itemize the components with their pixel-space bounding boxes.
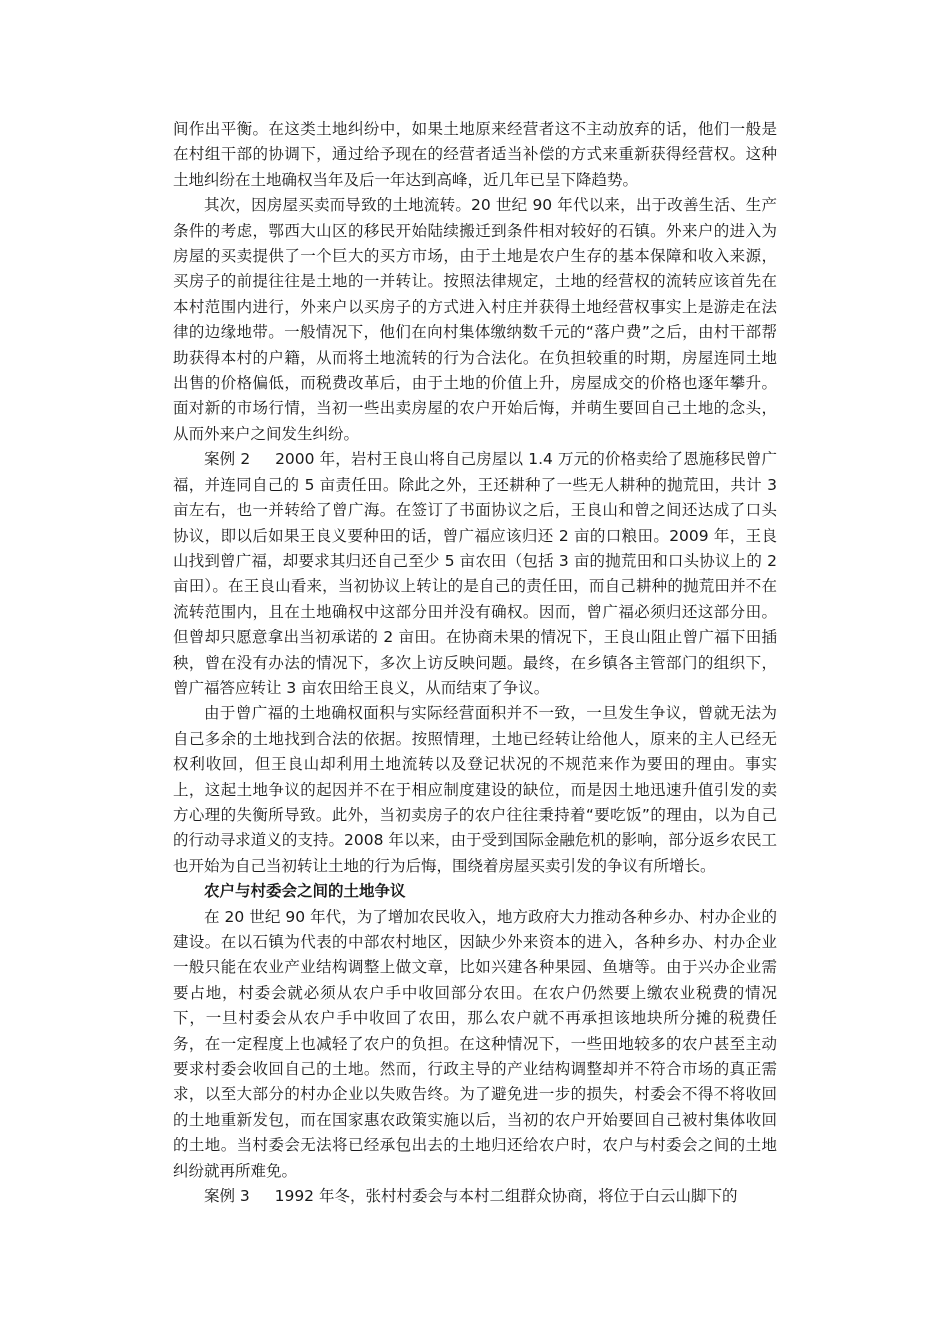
document-body	[173, 117, 777, 1209]
case-2-label: 案例 2	[204, 450, 251, 469]
paragraph-house-sales: 其次，因房屋买卖而导致的土地流转。20 世纪 90 年代以来，出于改善生活、生产条件的考虑，鄂西大山区的移民开始陆续搬迁到条件相对较好的石镇。外来户的进入为房屋的买卖提供了一个巨大的买方市场，由于土地是农户生存的基本保障和收入来源，买房子的前提往往是土地的一并转让。按照法律规定，土地的经营权的流转应该首先在本村范围内进行，外来户以买房子的方式进入村庄并获得土地经营权事实上是游走在法律的边缘地带。一般情况下，他们在向村集体缴纳数千元的“落户费”之后，由村干部帮助获得本村的户籍，从而将土地流转的行为合法化。在负担较重的时期，房屋连同土地出售的价格偏低，而税费改革后，由于土地的价值上升，房屋成交的价格也逐年攀升。面对新的市场行情，当初一些出卖房屋的农户开始后悔，并萌生要回自己土地的念头，从而外来户之间发生纠纷。	[173, 196, 777, 443]
case-3-text: 1992 年冬，张村村委会与本村二组群众协商，将位于白云山脚下的	[274, 1187, 738, 1206]
paragraph-continued: 间作出平衡。在这类土地纠纷中，如果土地原来经营者这不主动放弃的话，他们一般是在村组干部的协调下，通过给予现在的经营者适当补偿的方式来重新获得经营权。这种土地纠纷在土地确权当年及后一年达到高峰，近几年已呈下降趋势。	[173, 120, 777, 189]
case-3-paragraph	[173, 1184, 777, 1209]
paragraph-analysis: 由于曾广福的土地确权面积与实际经营面积并不一致，一旦发生争议，曾就无法为自己多余的土地找到合法的依据。按照情理，土地已经转让给他人，原来的主人已经无权利收回，但王良山却利用土地流转以及登记状况的不规范来作为要田的理由。事实上，这起土地争议的起因并不在于相应制度建设的缺位，而是因土地迅速升值引发的卖方心理的失衡所导致。此外，当初卖房子的农户往往秉持着“要吃饭”的理由，以为自己的行动寻求道义的支持。2008 年以来，由于受到国际金融危机的影响，部分返乡农民工也开始为自己当初转让土地的行为后悔，围绕着房屋买卖引发的争议有所增长。	[173, 704, 777, 875]
case-2-paragraph	[173, 447, 777, 701]
paragraph-village-committee: 在 20 世纪 90 年代，为了增加农民收入，地方政府大力推动各种乡办、村办企业的建设。在以石镇为代表的中部农村地区，因缺少外来资本的进入，各种乡办、村办企业一般只能在农业产业结构调整上做文章，比如兴建各种果园、鱼塘等。由于兴办企业需要占地，村委会就必须从农户手中收回部分农田。在农户仍然要上缴农业税费的情况下，一旦村委会从农户手中收回了农田，那么农户就不再承担该地块所分摊的税费任务，在一定程度上也减轻了农户的负担。在这种情况下，一些田地较多的农户甚至主动要求村委会收回自己的土地。然而，行政主导的产业结构调整却并不符合市场的真正需求，以至大部分的村办企业以失败告终。为了避免进一步的损失，村委会不得不将收回的土地重新发包，而在国家惠农政策实施以后，当初的农户开始要回自己被村集体收回的土地。当村委会无法将已经承包出去的土地归还给农户时，农户与村委会之间的土地纠纷就再所难免。	[173, 907, 777, 1180]
section-heading: 农户与村委会之间的土地争议	[204, 882, 406, 901]
case-3-label: 案例 3	[204, 1187, 250, 1206]
case-2-text: 2000 年，岩村王良山将自己房屋以 1.4 万元的价格卖给了恩施移民曾广福，并连同自己的 5 亩责任田。除此之外，王还耕种了一些无人耕种的抛荒田，共计 3 亩左右，也一并转给了曾广海。在签订了书面协议之后，王良山和曾之间还达成了口头协议，即以后如果王良义要种田的话，曾广福应该归还 2 亩的口粮田。2009 年，王良山找到曾广福，却要求其归还自己至少 5 亩农田（包括 3 亩的抛荒田和口头协议上的 2 亩田）。在王良山看来，当初协议上转让的是自己的责任田，而自己耕种的抛荒田并不在流转范围内，且在土地确权中这部分田并没有确权。因而，曾广福必须归还这部分田。但曾却只愿意拿出当初承诺的 2 亩田。在协商未果的情况下，王良山阻止曾广福下田插秧，曾在没有办法的情况下，多次上访反映问题。最终，在乡镇各主管部门的组织下，曾广福答应转让 3 亩农田给王良义，从而结束了争议。	[173, 450, 777, 697]
